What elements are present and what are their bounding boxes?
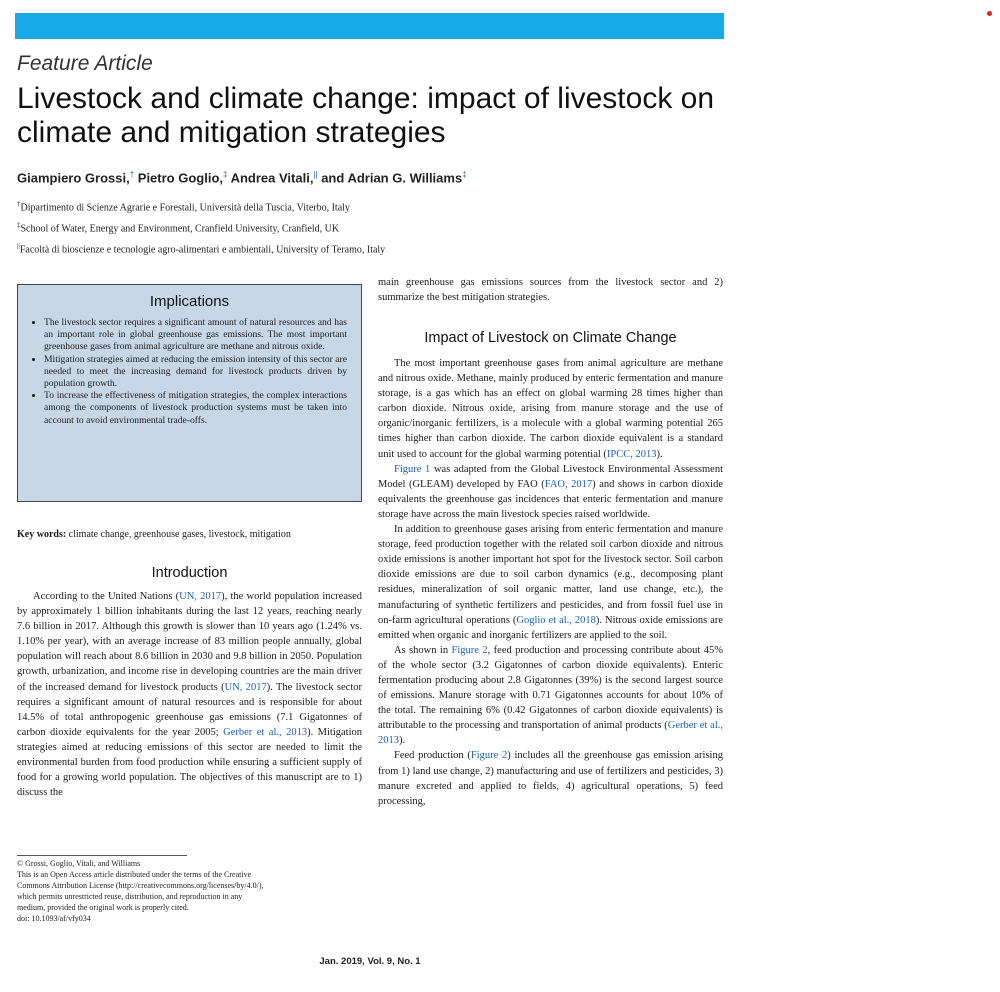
left-column xyxy=(17,589,362,800)
article-type: Feature Article xyxy=(17,52,153,75)
keywords-label: Key words: xyxy=(17,529,67,540)
citation-link[interactable]: Gerber et al., 2013 xyxy=(378,720,724,747)
keywords xyxy=(17,529,362,540)
footnote-line: This is an Open Access article distributed under the terms of the Creative xyxy=(17,870,252,879)
implication-item: • To increase the effectiveness of mitigation strategies, the complex interactions among the components of livestock production systems must be taken into account to avoid environmental trade-offs. xyxy=(44,390,347,427)
affiliation-mark: ‡ xyxy=(17,220,21,229)
section-heading-impact: Impact of Livestock on Climate Change xyxy=(424,330,677,346)
implications-heading: Implications xyxy=(149,293,230,310)
text-run: ). xyxy=(656,448,663,460)
author: Pietro Goglio, xyxy=(134,170,223,186)
paragraph xyxy=(378,748,723,808)
affiliation xyxy=(17,217,385,238)
paragraph xyxy=(378,462,723,522)
affiliation xyxy=(17,238,385,259)
affiliation-mark: † xyxy=(17,200,21,208)
author-mark[interactable]: ‡ xyxy=(462,170,467,179)
text-run: ). xyxy=(399,735,406,747)
text-run: As shown in xyxy=(394,644,452,656)
paragraph-continuation: main greenhouse gas emissions sources from the livestock sector and 2) summarize the best mitigation strategies. xyxy=(378,277,723,304)
footnote-line: medium, provided the original work is properly cited. xyxy=(17,903,189,912)
text-run: ). Nitrous oxide emissions are emitted when organic and inorganic fertilizers are applied to the soil. xyxy=(378,614,724,641)
footnote-line: Commons Attribution License (http://creativecommons.org/licenses/by/4.0/), xyxy=(17,881,264,890)
keywords-text: climate change, greenhouse gases, livestock, mitigation xyxy=(66,529,291,540)
affiliation-mark: || xyxy=(17,241,20,250)
author-mark[interactable]: † xyxy=(129,170,135,179)
text-run: ). Mitigation strategies aimed at reducing emissions of this sector are needed to limit the environmental burden from food production while ensuring a sufficient supply of food for a growing world population. The objectives of this manuscript are to 1) discuss the xyxy=(17,726,362,799)
right-column-top xyxy=(378,275,723,305)
implications-list xyxy=(32,317,347,427)
footnote-rule xyxy=(17,855,187,856)
author-list xyxy=(17,170,467,185)
citation-link[interactable]: UN, 2017 xyxy=(179,591,222,602)
affiliations xyxy=(17,196,385,258)
implications-box xyxy=(17,284,362,502)
citation-link[interactable]: Goglio et al., 2018 xyxy=(516,614,596,626)
citation-link[interactable]: IPCC, 2013 xyxy=(606,448,657,460)
text-run: ), the world population increased by approximately 1 billion inhabitants during the last 12 years, reaching nearly 7.6 billion in 2017. Although this growth is slower than 10 years ago (1.24% vs. 1.10% per year), with an average increase of 83 million people annually, global population will reach about 8.6 billion in 2030 and 9.8 billion in 2050. Population growth, urbanization, and income rise in developing countries are the main driver of the increased demand for livestock products ( xyxy=(17,591,362,693)
text-run: ) and shows in carbon dioxide equivalents the greenhouse gas incidences that enteric fermentation and manure storage have across the main livestock species raised worldwide. xyxy=(378,478,723,520)
author: and Adrian G. Williams xyxy=(317,170,463,186)
text-run: Feed production ( xyxy=(394,750,471,762)
text-run: ) includes all the greenhouse gas emission arising from 1) land use change, 2) manufacturing and use of fertilizers and pesticides, 3) manure excreted and applied to fields, 4) agricultural operations, 5) feed processing, xyxy=(378,750,723,807)
article-title: Livestock and climate change: impact of livestock on climate and mitigation strategies xyxy=(17,82,715,149)
citation-link[interactable]: FAO, 2017 xyxy=(544,478,593,490)
journal-header-bar xyxy=(15,13,724,39)
affiliation-text: Facoltà di bioscienze e tecnologie agro-alimentari e ambientali, University of Teramo, Italy xyxy=(19,243,386,255)
author: Andrea Vitali, xyxy=(227,170,314,186)
doi: doi: 10.1093/af/vfy034 xyxy=(17,914,91,923)
author: Giampiero Grossi, xyxy=(17,170,130,186)
text-run: ). The livestock sector requires a significant amount of natural resources and is responsible for about 14.5% of total anthropogenic greenhouse gas emissions (7.1 Gigatonnes of carbon dioxide equivalents for the year 2005; xyxy=(17,681,362,738)
right-column xyxy=(378,356,723,809)
implication-item: • Mitigation strategies aimed at reducing the emission intensity of this sector are needed to meet the increasing demand for livestock products driven by population growth. xyxy=(44,354,347,391)
implication-item: • The livestock sector requires a significant amount of natural resources and has an important role in global greenhouse gas emissions. The most important greenhouse gases from animal agriculture are methane and nitrous oxide. xyxy=(44,317,347,354)
text-run: The most important greenhouse gases from animal agriculture are methane and nitrous oxide. Methane, mainly produced by enteric fermentation and manure storage, is a gas which has an effect on global warming 28 times higher than carbon dioxide. Nitrous oxide, arising from manure storage and the use of organic/inorganic fertilizers, is a molecule with a global warming potential 265 times higher than carbon dioxide. The carbon dioxide equivalent is a standard unit used to account for the global warming potential ( xyxy=(378,358,723,460)
paragraph xyxy=(378,643,723,749)
section-heading-introduction: Introduction xyxy=(151,565,228,581)
affiliation xyxy=(17,196,385,217)
paragraph xyxy=(378,522,723,643)
affiliation-text: School of Water, Energy and Environment, Cranfield University, Cranfield, UK xyxy=(20,223,340,235)
corner-dot xyxy=(987,11,992,16)
issue-footer: Jan. 2019, Vol. 9, No. 1 xyxy=(319,956,421,967)
citation-link[interactable]: Gerber et al., 2013 xyxy=(223,726,308,738)
author-mark[interactable]: || xyxy=(313,170,318,179)
citation-link[interactable]: UN, 2017 xyxy=(224,681,267,693)
citation-link[interactable]: Figure 2 xyxy=(470,750,508,762)
copyright-footnote xyxy=(17,858,347,924)
paragraph xyxy=(378,356,723,462)
paragraph xyxy=(17,589,362,800)
affiliation-text: Dipartimento di Scienze Agrarie e Forestali, Università della Tuscia, Viterbo, Italy xyxy=(20,202,350,214)
citation-link[interactable]: Figure 1 xyxy=(394,463,431,475)
text-run: , feed production and processing contribute about 45% of the whole sector (3.2 Gigatonnes of carbon dioxide equivalents). Enteric fermentation producing about 2.8 Gigatonnes (39%) is the second largest source of emissions. Manure storage with 0.71 Gigatonnes accounts for about 10% of the total. The remaining 6% (0.42 Gigatonnes of carbon dioxide equivalents) is attributable to the processing and transportation of animal products ( xyxy=(378,644,723,732)
footnote-line: which permits unrestricted reuse, distribution, and reproduction in any xyxy=(17,892,243,901)
text-run: According to the United Nations ( xyxy=(33,591,180,602)
footnote-line: © Grossi, Goglio, Vitali, and Williams xyxy=(17,859,141,868)
citation-link[interactable]: Figure 2 xyxy=(451,644,488,656)
text-run: was adapted from the Global Livestock Environmental Assessment Model (GLEAM) developed by FAO ( xyxy=(378,463,723,490)
author-mark[interactable]: ‡ xyxy=(223,170,228,179)
text-run: In addition to greenhouse gases arising from enteric fermentation and manure storage, feed production together with the related soil carbon dioxide and nitrous oxide emissions is another important hot spot for the livestock sector. Soil carbon dioxide emissions are due to soil carbon dynamics (e.g., decomposing plant residues, mineralization of soil organic matter, land use change, etc.), the manufacturing of synthetic fertilizers and pesticides, and from fossil fuel use in on-farm agricultural operations ( xyxy=(378,524,723,626)
